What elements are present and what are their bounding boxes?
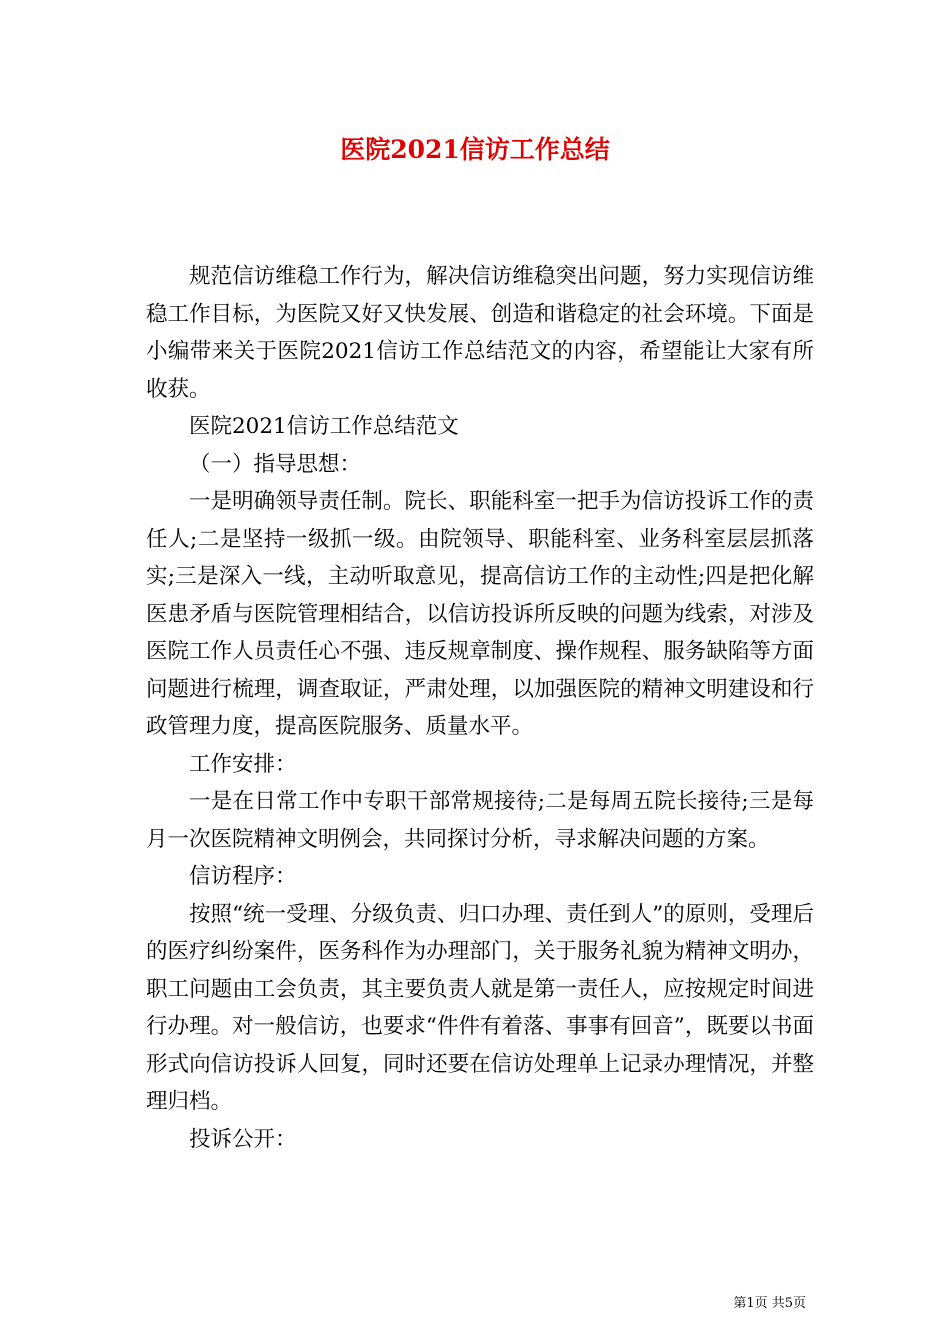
paragraph-intro: 规范信访维稳工作行为，解决信访维稳突出问题，努力实现信访维稳工作目标，为医院又好又快发展、创造和谐稳定的社会环境。下面是小编带来关于医院2021信访工作总结范文的内容，希望能让大家有所收获。 [146, 264, 814, 402]
paragraph-heading-work-arrangement: 工作安排： [189, 751, 297, 777]
paragraph-heading-petition-procedure: 信访程序： [189, 864, 297, 889]
paragraph-heading-guiding-ideology: （一）指导思想： [189, 451, 362, 477]
document-title: 医院2021信访工作总结 [340, 135, 610, 164]
paragraph-procedure: 按照“统一受理、分级负责、归口办理、责任到人”的原则，受理后的医疗纠纷案件，医务科作为办理部门，关于服务礼貌为精神文明办，职工问题由工会负责，其主要负责人就是第一责任人，应按规定时间进行办理。对一般信访，也要求“件件有着落、事事有回音”，既要以书面形式向信访投诉人回复，同时还要在信访处理单上记录办理情况，并整理归档。 [146, 901, 814, 1114]
paragraph-heading-complaint-disclosure: 投诉公开： [189, 1126, 297, 1152]
document-body [146, 258, 814, 1158]
page-number: 第1页 共5页 [733, 1296, 806, 1311]
paragraph-subtitle: 医院2021信访工作总结范文 [189, 414, 459, 439]
paragraph-arrangement: 一是在日常工作中专职干部常规接待;二是每周五院长接待;三是每月一次医院精神文明例会，共同探讨分析，寻求解决问题的方案。 [146, 789, 814, 852]
paragraph-responsibility: 一是明确领导责任制。院长、职能科室一把手为信访投诉工作的责任人;二是坚持一级抓一级。由院领导、职能科室、业务科室层层抓落实;三是深入一线，主动听取意见，提高信访工作的主动性;四是把化解医患矛盾与医院管理相结合，以信访投诉所反映的问题为线索，对涉及医院工作人员责任心不强、违反规章制度、操作规程、服务缺陷等方面问题进行梳理，调查取证，严肃处理，以加强医院的精神文明建设和行政管理力度，提高医院服务、质量水平。 [146, 489, 814, 739]
